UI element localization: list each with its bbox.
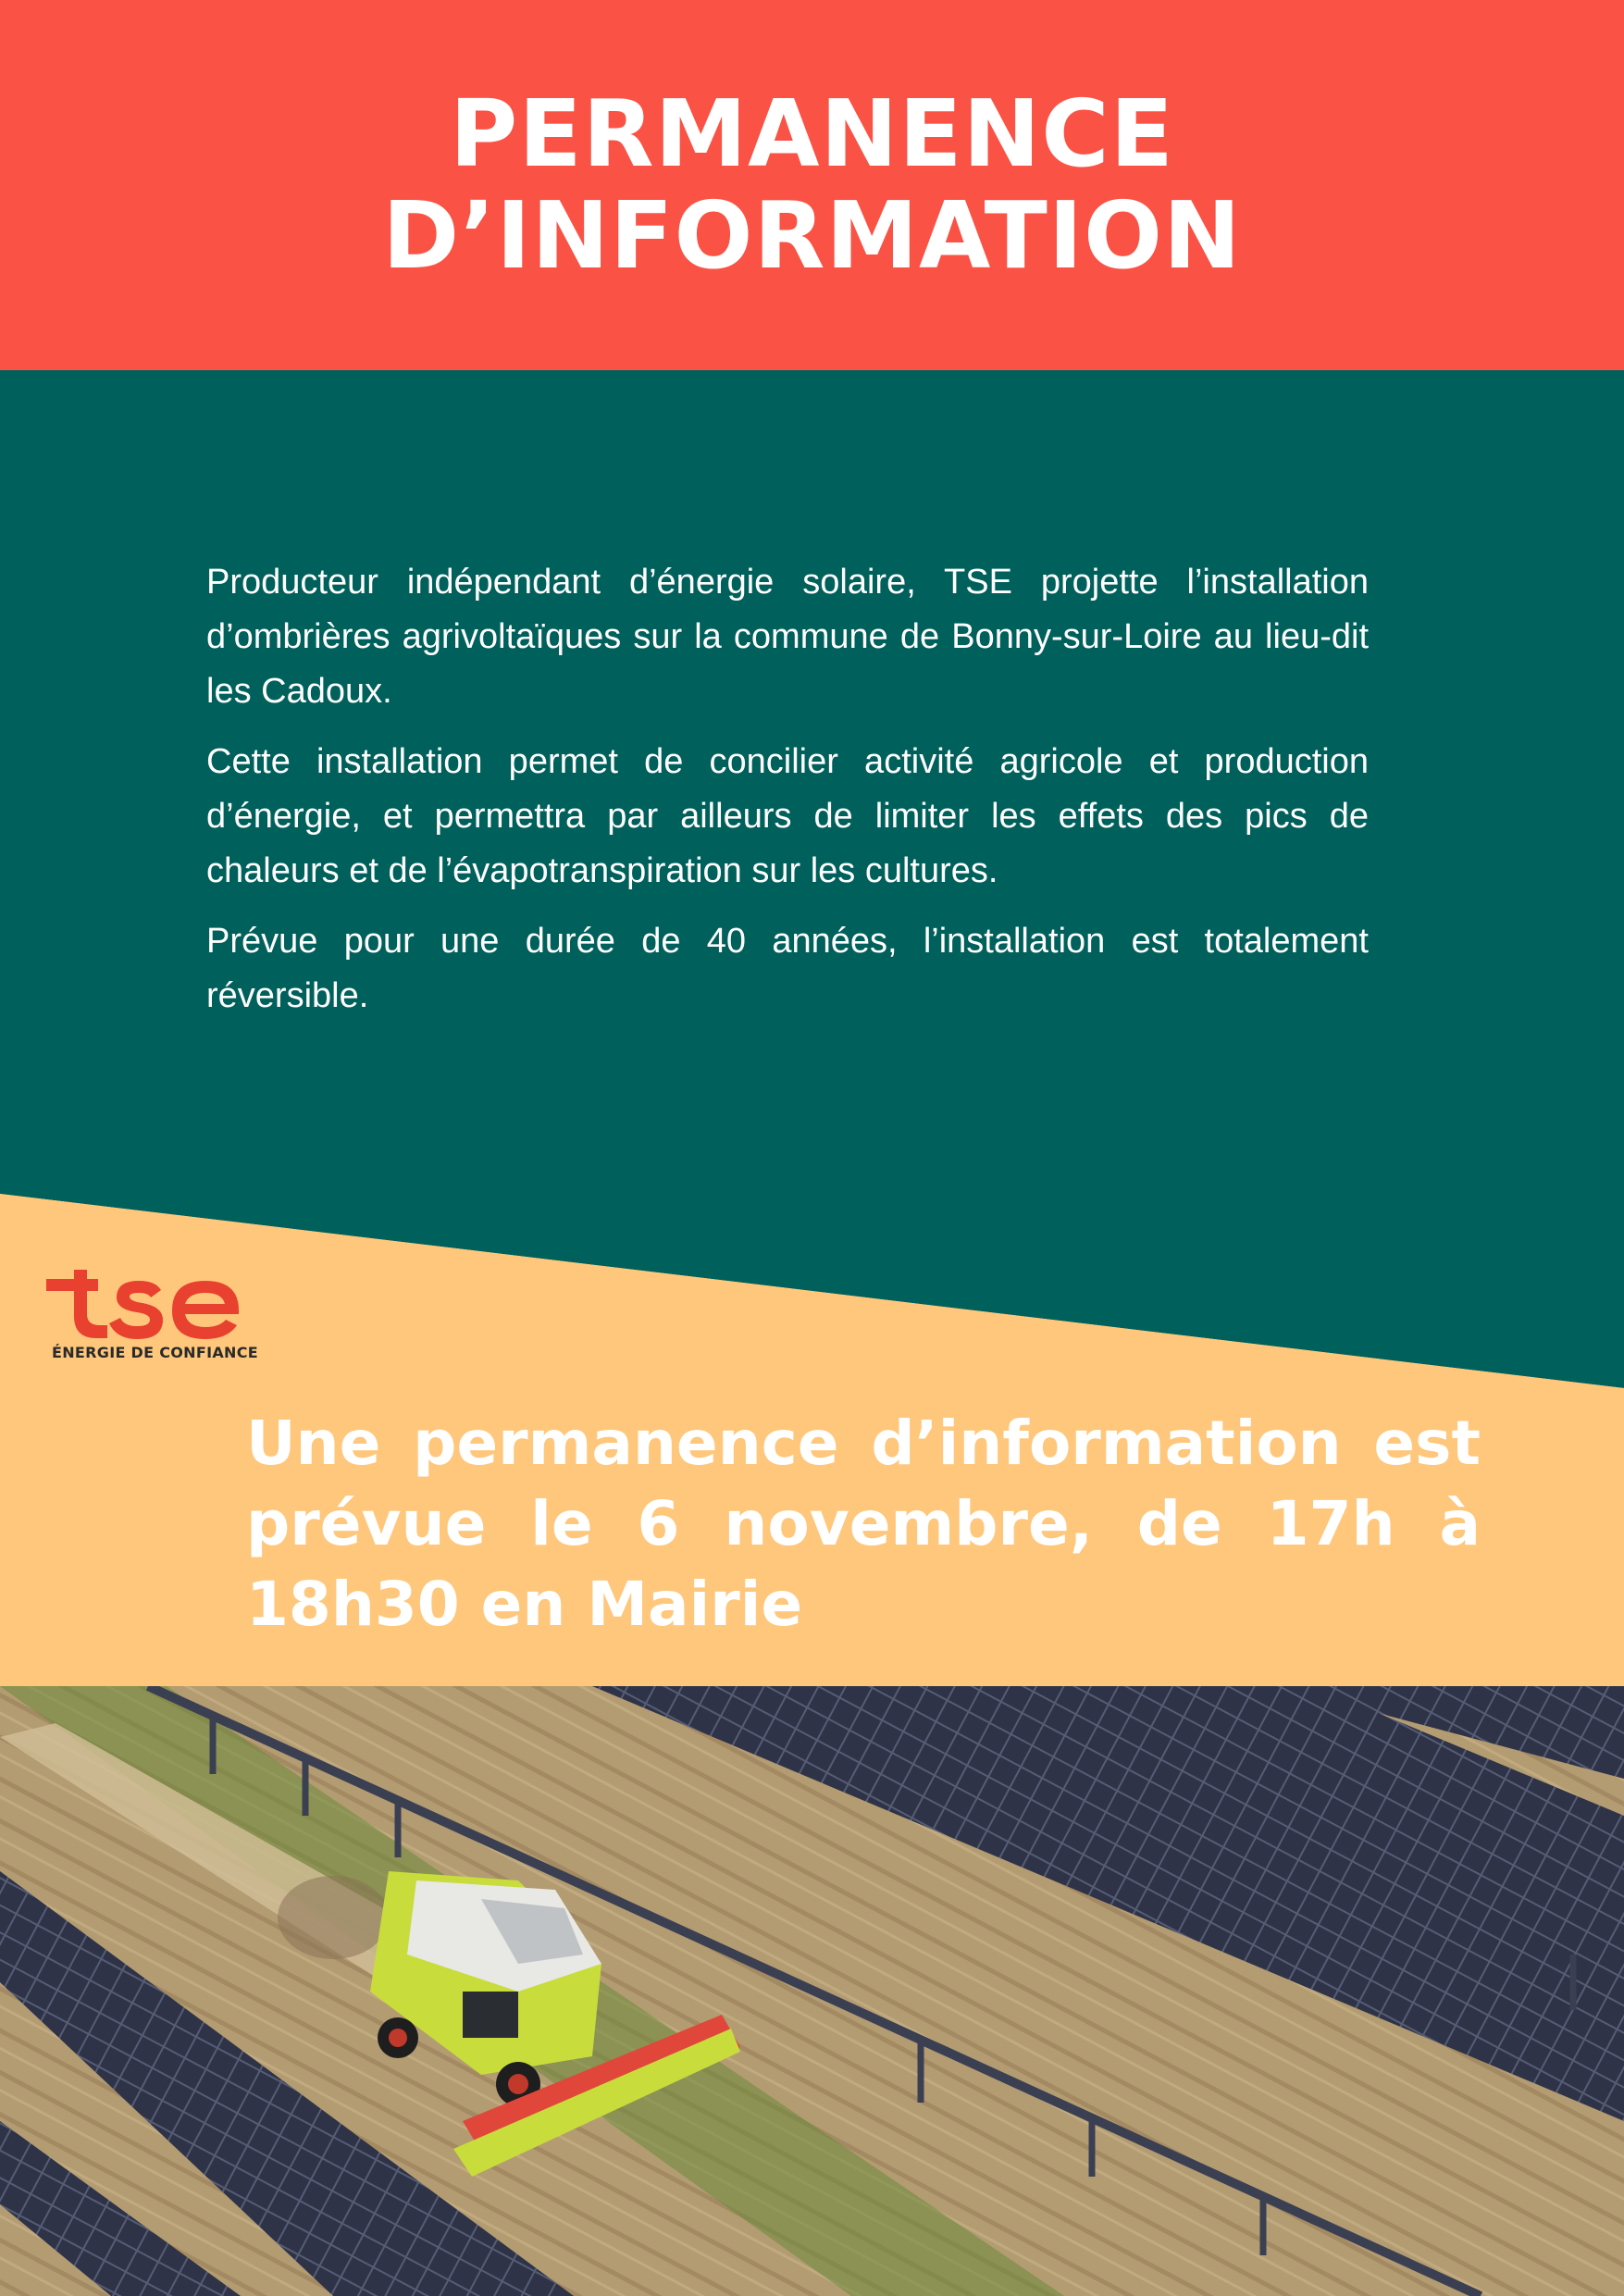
announcement-text: Une permanence d’information est prévue le 6 novembre, de 17h à 18h30 en Mairie: [246, 1408, 1481, 1640]
page-title-line1: PERMANENCE: [450, 80, 1174, 188]
header-banner: [0, 0, 1624, 370]
intro-paragraph-3: Prévue pour une durée de 40 années, l’installation est totalement réversible.: [206, 922, 1369, 1015]
intro-text: [206, 555, 1369, 1039]
intro-paragraph-1: Producteur indépendant d’énergie solaire, TSE projette l’installation d’ombrières agrivoltaïques sur la commune de Bonny-sur-Loire au lieu-dit les Cadoux.: [206, 563, 1369, 711]
page-title-line2: D’INFORMATION: [382, 181, 1242, 290]
logo-tagline: ÉNERGIE DE CONFIANCE: [52, 1344, 258, 1361]
intro-paragraph-2: Cette installation permet de concilier activité agricole et production d’énergie, et permettra par ailleurs de limiter les effets des pics de chaleurs et de l’évapotranspiration sur les cultures.: [206, 742, 1369, 890]
agrivoltaic-photo: [0, 1686, 1624, 2296]
